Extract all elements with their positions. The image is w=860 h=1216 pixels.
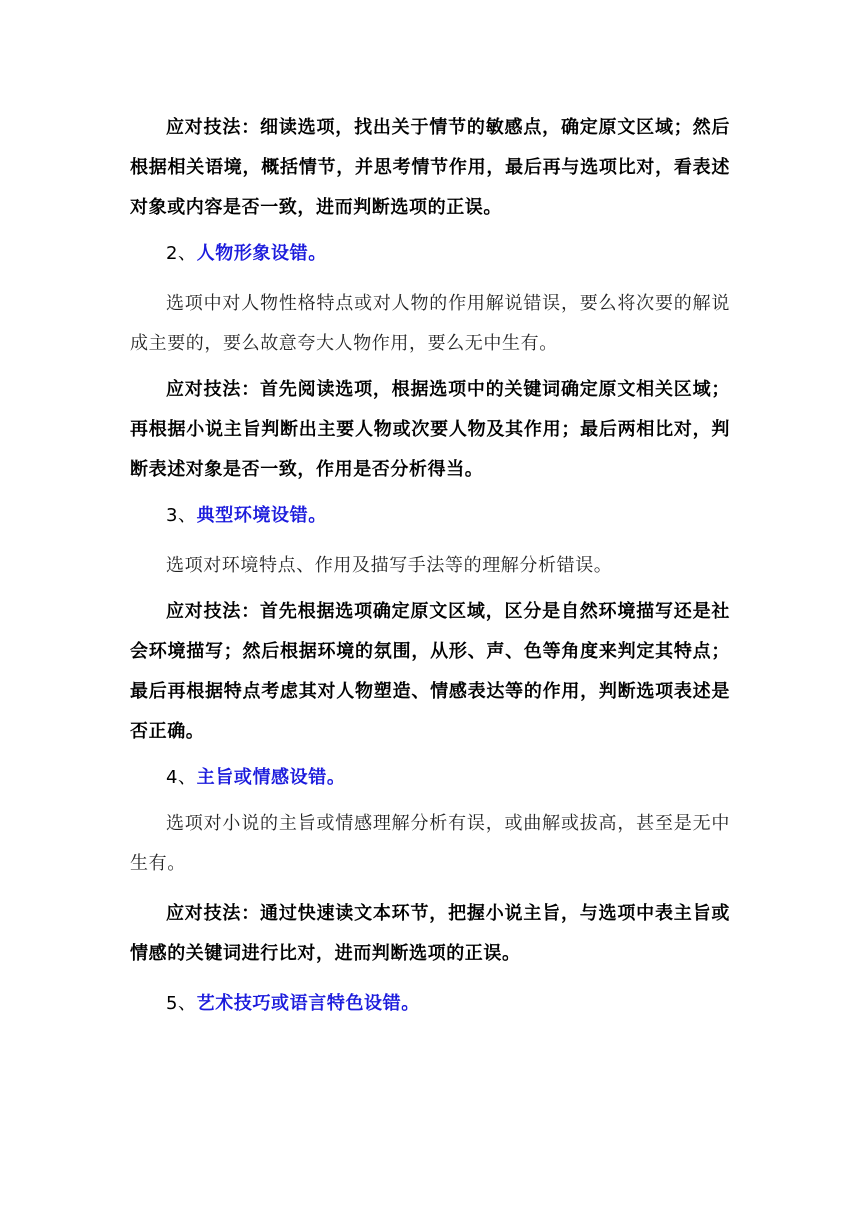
strategy-paragraph-character: 应对技法：首先阅读选项，根据选项中的关键词确定原文相关区域；再根据小说主旨判断出主要人物或次要人物及其作用；最后两相比对，判断表述对象是否一致，作用是否分析得当。: [130, 379, 730, 480]
section-number: 3、: [166, 505, 197, 526]
section-title: 人物形象设错。: [196, 243, 327, 264]
section-number: 5、: [166, 993, 197, 1014]
description-paragraph-theme: 选项对小说的主旨或情感理解分析有误，或曲解或拔高，甚至是无中生有。: [130, 813, 730, 874]
description-paragraph-environment: 选项对环境特点、作用及描写手法等的理解分析错误。: [166, 555, 613, 576]
description-paragraph-character: 选项中对人物性格特点或对人物的作用解说错误，要么将次要的解说成主要的，要么故意夸大人物作用，要么无中生有。: [130, 293, 730, 354]
strategy-paragraph-theme: 应对技法：通过快速读文本环节，把握小说主旨，与选项中表主旨或情感的关键词进行比对，进而判断选项的正误。: [130, 903, 730, 964]
section-heading-character: [130, 234, 730, 274]
section-title: 主旨或情感设错。: [196, 767, 346, 788]
section-heading-environment: [130, 496, 730, 536]
section-number: 4、: [166, 767, 197, 788]
section-number: 2、: [166, 243, 197, 264]
section-heading-theme: [130, 758, 730, 798]
section-title: 艺术技巧或语言特色设错。: [196, 993, 420, 1014]
section-heading-technique: [130, 984, 730, 1024]
strategy-paragraph-environment: 应对技法：首先根据选项确定原文区域，区分是自然环境描写还是社会环境描写；然后根据环境的氛围，从形、声、色等角度来判定其特点；最后再根据特点考虑其对人物塑造、情感表达等的作用，判断选项表述是否正确。: [130, 601, 730, 742]
strategy-paragraph-plot: 应对技法：细读选项，找出关于情节的敏感点，确定原文区域；然后根据相关语境，概括情节，并思考情节作用，最后再与选项比对，看表述对象或内容是否一致，进而判断选项的正误。: [130, 117, 730, 218]
section-title: 典型环境设错。: [196, 505, 327, 526]
document-page: [130, 108, 730, 1024]
